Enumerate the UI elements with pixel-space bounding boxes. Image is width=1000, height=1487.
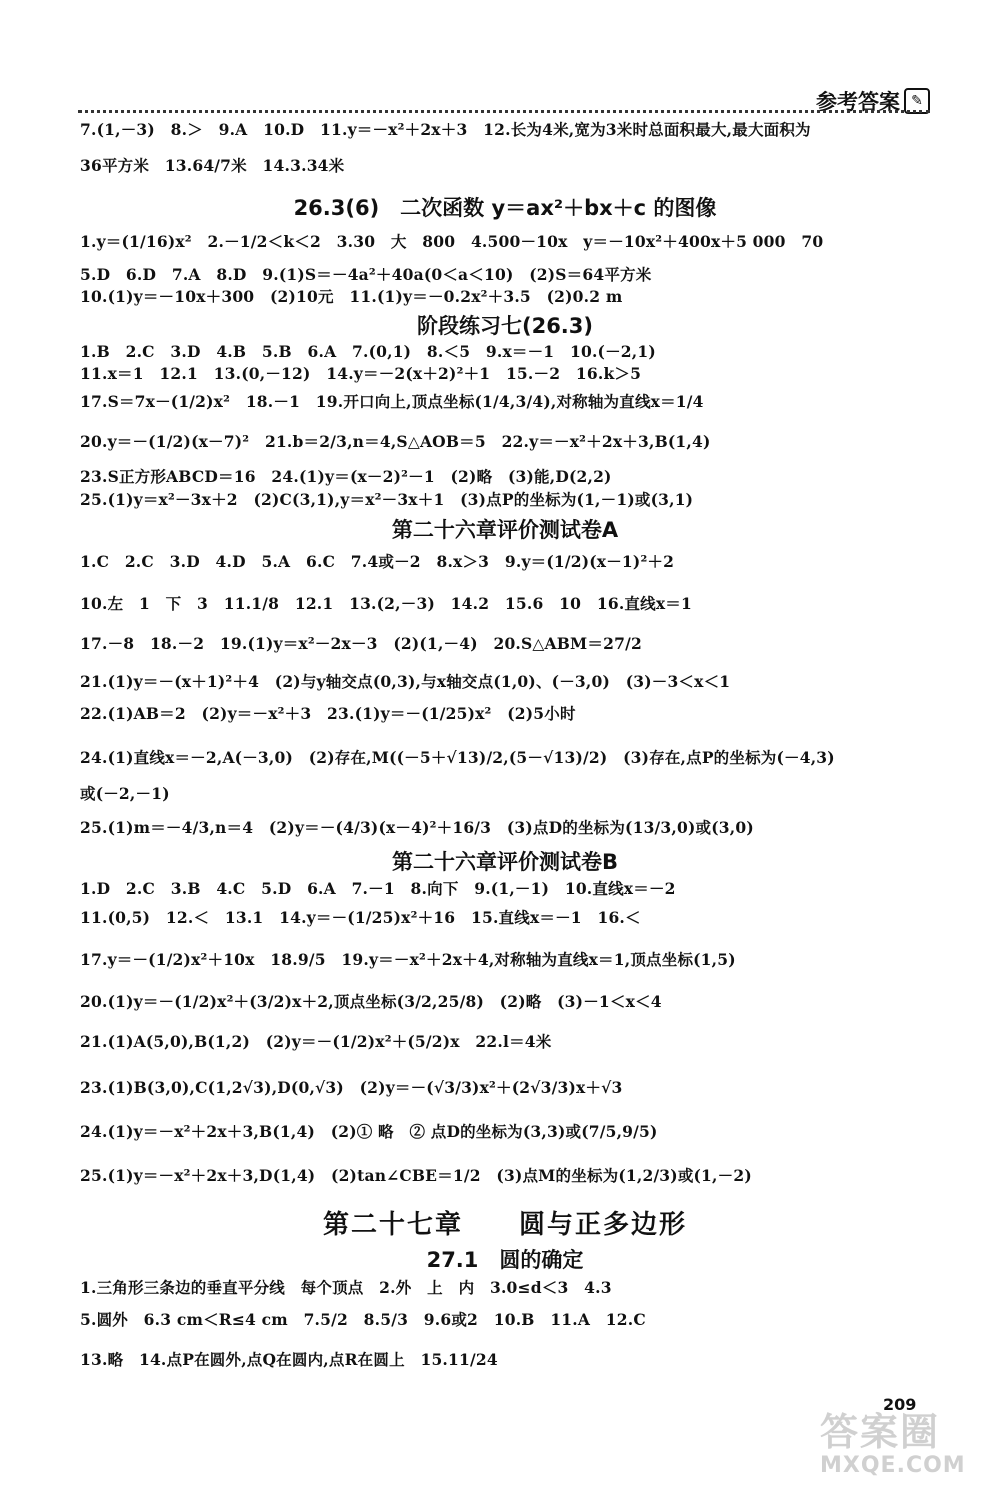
- answer-line: 17.S＝7x－(1/2)x² 18.－1 19.开口向上,顶点坐标(1/4,3/4),对称轴为直线x＝1/4: [80, 392, 704, 411]
- answer-line: 36平方米 13.64/7米 14.3.34米: [80, 156, 345, 175]
- answer-line: 1.B 2.C 3.D 4.B 5.B 6.A 7.(0,1) 8.＜5 9.x＝－1 10.(－2,1): [80, 342, 656, 361]
- answer-line: 21.(1)A(5,0),B(1,2) (2)y＝－(1/2)x²＋(5/2)x 22.l＝4米: [80, 1032, 552, 1051]
- answer-line: 17.y＝－(1/2)x²＋10x 18.9/5 19.y＝－x²＋2x＋4,对称轴为直线x＝1,顶点坐标(1,5): [80, 950, 736, 969]
- answer-line: 13.略 14.点P在圆外,点Q在圆内,点R在圆上 15.11/24: [80, 1350, 498, 1369]
- page-number: 209: [883, 1395, 917, 1414]
- chapter-title: 第二十七章 圆与正多边形: [322, 1210, 687, 1240]
- answer-line: 11.x＝1 12.1 13.(0,－12) 14.y＝－2(x＋2)²＋1 15.－2 16.k＞5: [80, 364, 642, 383]
- answer-line: 20.(1)y＝－(1/2)x²＋(3/2)x＋2,顶点坐标(3/2,25/8) (2)略 (3)－1＜x＜4: [80, 992, 662, 1011]
- answer-line: 25.(1)m＝－4/3,n＝4 (2)y＝－(4/3)(x－4)²＋16/3 (3)点D的坐标为(13/3,0)或(3,0): [80, 818, 754, 837]
- section-heading: 26.3(6) 二次函数 y＝ax²＋bx＋c 的图像: [293, 196, 717, 220]
- header-title: 参考答案: [816, 90, 900, 114]
- answer-line: 5.圆外 6.3 cm＜R≤4 cm 7.5/2 8.5/3 9.6或2 10.B 11.A 12.C: [80, 1310, 646, 1329]
- watermark-sub-text: MXQE.COM: [820, 1453, 966, 1478]
- answer-line: 1.三角形三条边的垂直平分线 每个顶点 2.外 上 内 3.0≤d＜3 4.3: [80, 1278, 612, 1297]
- watermark-main-text: 答案圈: [820, 1410, 941, 1454]
- answer-line: 7.(1,－3) 8.＞ 9.A 10.D 11.y＝－x²＋2x＋3 12.长为4米,宽为3米时总面积最大,最大面积为: [80, 120, 811, 139]
- answer-line: 或(－2,－1): [80, 784, 170, 803]
- section-heading: 第二十六章评价测试卷A: [391, 518, 619, 542]
- answer-line: 23.S正方形ABCD＝16 24.(1)y＝(x－2)²－1 (2)略 (3)能,D(2,2): [80, 467, 612, 486]
- answer-line: 22.(1)AB＝2 (2)y＝－x²＋3 23.(1)y＝－(1/25)x² (2)5小时: [80, 704, 576, 723]
- answer-line: 10.(1)y＝－10x＋300 (2)10元 11.(1)y＝－0.2x²＋3.5 (2)0.2 m: [80, 287, 623, 306]
- section-heading: 阶段练习七(26.3): [416, 314, 593, 338]
- section-heading: 第二十六章评价测试卷B: [391, 850, 618, 874]
- answer-line: 17.－8 18.－2 19.(1)y＝x²－2x－3 (2)(1,－4) 20.S△ABM＝27/2: [80, 634, 642, 653]
- answer-line: 25.(1)y＝－x²＋2x＋3,D(1,4) (2)tan∠CBE＝1/2 (3)点M的坐标为(1,2/3)或(1,－2): [80, 1166, 752, 1185]
- answer-line: 1.y＝(1/16)x² 2.－1/2＜k＜2 3.30 大 800 4.500－10x y＝－10x²＋400x＋5 000 70: [80, 232, 824, 251]
- watermark-logo: [820, 1410, 990, 1480]
- answer-line: 24.(1)直线x＝－2,A(－3,0) (2)存在,M((－5＋√13)/2,(5－√13)/2) (3)存在,点P的坐标为(－4,3): [80, 748, 835, 767]
- answer-line: 1.D 2.C 3.B 4.C 5.D 6.A 7.－1 8.向下 9.(1,－1) 10.直线x＝－2: [80, 879, 676, 898]
- answer-line: 10.左 1 下 3 11.1/8 12.1 13.(2,－3) 14.2 15.6 10 16.直线x＝1: [80, 594, 692, 613]
- answer-line: 21.(1)y＝－(x＋1)²＋4 (2)与y轴交点(0,3),与x轴交点(1,0)、(－3,0) (3)－3＜x＜1: [80, 672, 731, 691]
- answer-line: 23.(1)B(3,0),C(1,2√3),D(0,√3) (2)y＝－(√3/3)x²＋(2√3/3)x＋√3: [80, 1078, 623, 1097]
- pencil-note-icon: ✎: [904, 88, 930, 114]
- answer-line: 11.(0,5) 12.＜ 13.1 14.y＝－(1/25)x²＋16 15.直线x＝－1 16.＜: [80, 908, 641, 927]
- answer-line: 20.y＝－(1/2)(x－7)² 21.b＝2/3,n＝4,S△AOB＝5 22.y＝－x²＋2x＋3,B(1,4): [80, 432, 711, 451]
- answer-line: 1.C 2.C 3.D 4.D 5.A 6.C 7.4或－2 8.x＞3 9.y＝(1/2)(x－1)²＋2: [80, 552, 675, 571]
- section-heading: 27.1 圆的确定: [426, 1248, 584, 1272]
- answer-line: 24.(1)y＝－x²＋2x＋3,B(1,4) (2)① 略 ② 点D的坐标为(3,3)或(7/5,9/5): [80, 1122, 658, 1141]
- header-divider: [78, 110, 930, 113]
- answer-line: 5.D 6.D 7.A 8.D 9.(1)S＝－4a²＋40a(0＜a＜10) (2)S＝64平方米: [80, 265, 652, 284]
- answer-line: 25.(1)y＝x²－3x＋2 (2)C(3,1),y＝x²－3x＋1 (3)点P的坐标为(1,－1)或(3,1): [80, 490, 694, 509]
